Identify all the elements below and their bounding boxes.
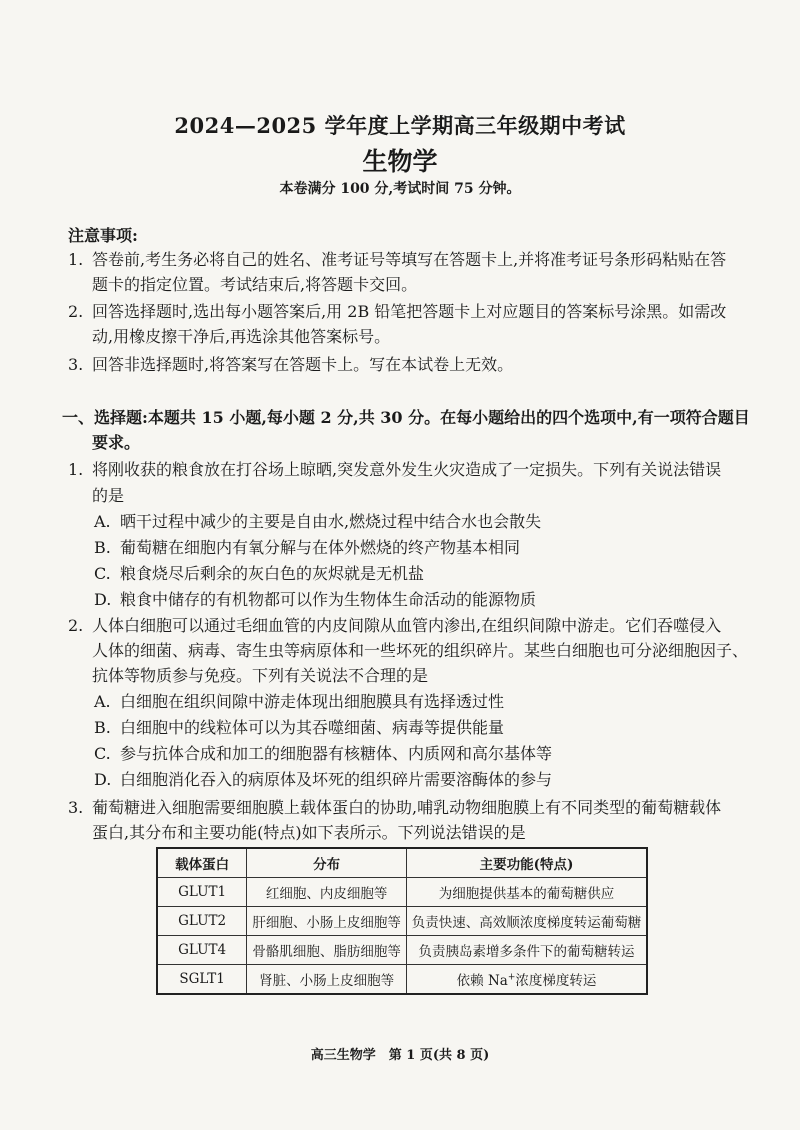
table-header-cell: 分布 — [247, 848, 407, 878]
glut-table — [156, 847, 648, 995]
note-item-cont: 动,用橡皮擦干净后,再选涂其他答案标号。 — [92, 327, 391, 346]
note-item: 2. 回答选择题时,选出每小题答案后,用 2B 铅笔把答题卡上对应题目的答案标号涂黑。如需改 — [68, 302, 727, 321]
page-footer: 高三生物学 第 1 页(共 8 页) — [310, 1048, 490, 1063]
question-3: 3. 葡萄糖进入细胞需要细胞膜上载体蛋白的协助,哺乳动物细胞膜上有不同类型的葡萄糖载体 — [68, 798, 722, 817]
q2-option-a: A. 白细胞在组织间隙中游走体现出细胞膜具有选择透过性 — [94, 692, 505, 711]
table-header-row — [157, 848, 647, 878]
table-cell: 骨骼肌细胞、脂肪细胞等 — [247, 936, 407, 965]
q2-option-d: D. 白细胞消化吞入的病原体及坏死的组织碎片需要溶酶体的参与 — [94, 770, 553, 789]
table-cell: 肝细胞、小肠上皮细胞等 — [247, 907, 407, 936]
table-header-cell: 主要功能(特点) — [407, 848, 647, 878]
table-header-cell: 载体蛋白 — [157, 848, 247, 878]
exam-info: 本卷满分 100 分,考试时间 75 分钟。 — [279, 181, 521, 197]
table-row — [157, 965, 647, 995]
table-cell: 红细胞、内皮细胞等 — [247, 878, 407, 907]
q1-option-c: C. 粮食烧尽后剩余的灰白色的灰烬就是无机盐 — [94, 564, 425, 583]
section-heading: 一、选择题:本题共 15 小题,每小题 2 分,共 30 分。在每小题给出的四个选项中,有一项符合题目 — [62, 408, 750, 427]
table-cell: GLUT2 — [157, 907, 247, 936]
q1-option-b: B. 葡萄糖在细胞内有氧分解与在体外燃烧的终产物基本相同 — [94, 538, 521, 557]
question-1: 1. 将刚收获的粮食放在打谷场上晾晒,突发意外发生火灾造成了一定损失。下列有关说法错误 — [68, 460, 722, 479]
table-row — [157, 878, 647, 907]
question-1-cont: 的是 — [92, 486, 125, 505]
note-item: 3. 回答非选择题时,将答案写在答题卡上。写在本试卷上无效。 — [68, 355, 514, 374]
table-row — [157, 907, 647, 936]
table-cell: SGLT1 — [157, 965, 247, 995]
q2-option-c: C. 参与抗体合成和加工的细胞器有核糖体、内质网和高尔基体等 — [94, 744, 553, 763]
question-3-cont: 蛋白,其分布和主要功能(特点)如下表所示。下列说法错误的是 — [92, 823, 526, 842]
q1-option-a: A. 晒干过程中减少的主要是自由水,燃烧过程中结合水也会散失 — [94, 512, 542, 531]
section-heading-cont: 要求。 — [92, 433, 141, 452]
table-cell: 负责快速、高效顺浓度梯度转运葡萄糖 — [407, 907, 647, 936]
question-2-cont: 抗体等物质参与免疫。下列有关说法不合理的是 — [92, 666, 429, 685]
exam-title: 2024—2025 学年度上学期高三年级期中考试 — [174, 113, 626, 138]
table-cell: 负责胰岛素增多条件下的葡萄糖转运 — [407, 936, 647, 965]
table-cell: 依赖 Na+浓度梯度转运 — [407, 965, 647, 995]
q1-option-d: D. 粮食中储存的有机物都可以作为生物体生命活动的能源物质 — [94, 590, 537, 609]
note-item: 1. 答卷前,考生务必将自己的姓名、准考证号等填写在答题卡上,并将准考证号条形码粘贴在答 — [68, 250, 727, 269]
table-cell: GLUT4 — [157, 936, 247, 965]
question-2-cont: 人体的细菌、病毒、寄生虫等病原体和一些坏死的组织碎片。某些白细胞也可分泌细胞因子、 — [92, 641, 749, 660]
note-item-cont: 题卡的指定位置。考试结束后,将答题卡交回。 — [92, 275, 418, 294]
table-row — [157, 936, 647, 965]
subject-title: 生物学 — [362, 147, 438, 176]
notes-heading: 注意事项: — [68, 226, 138, 245]
table-cell: 肾脏、小肠上皮细胞等 — [247, 965, 407, 995]
table-cell: GLUT1 — [157, 878, 247, 907]
table-cell: 为细胞提供基本的葡萄糖供应 — [407, 878, 647, 907]
q2-option-b: B. 白细胞中的线粒体可以为其吞噬细菌、病毒等提供能量 — [94, 718, 505, 737]
question-2: 2. 人体白细胞可以通过毛细血管的内皮间隙从血管内渗出,在组织间隙中游走。它们吞噬侵入 — [68, 616, 722, 635]
